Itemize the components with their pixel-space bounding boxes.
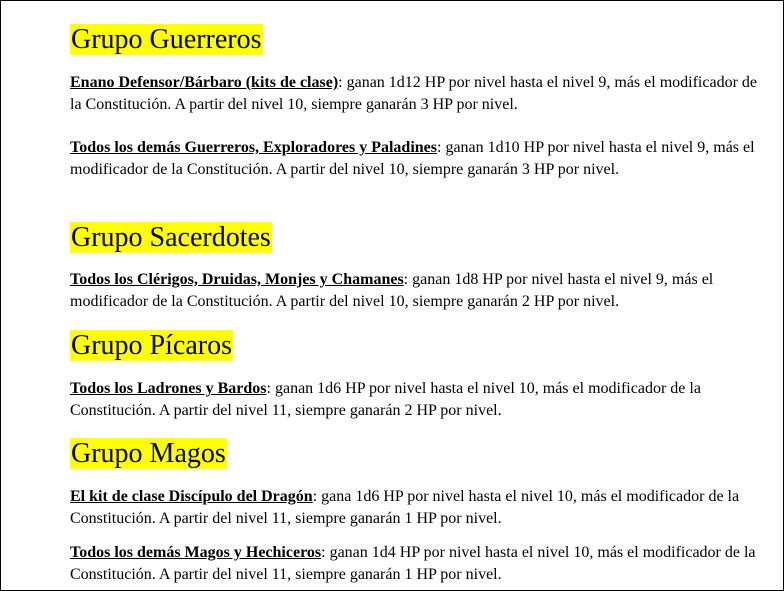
heading-grupo-picaros bbox=[70, 329, 233, 363]
paragraph-clerigos bbox=[70, 269, 760, 313]
paragraph-discipulo-dragon bbox=[70, 486, 760, 530]
heading-text: Grupo Sacerdotes bbox=[71, 222, 271, 253]
paragraph-text: : ganan 1d4 HP por nivel hasta el nivel 10, más el modificador de la Constitución. A partir del nivel 11, siempre ganarán 1 HP por nivel. bbox=[70, 544, 756, 583]
paragraph-demas-guerreros bbox=[70, 137, 760, 181]
heading-text: Grupo Pícaros bbox=[71, 330, 232, 361]
paragraph-term: Enano Defensor/Bárbaro (kits de clase) bbox=[70, 74, 339, 91]
heading-grupo-magos bbox=[70, 437, 227, 471]
paragraph-text: : ganan 1d6 HP por nivel hasta el nivel 10, más el modificador de la Constitución. A partir del nivel 11, siempre ganarán 2 HP por nivel. bbox=[70, 380, 701, 419]
paragraph-term: Todos los demás Magos y Hechiceros bbox=[70, 544, 322, 561]
heading-text: Grupo Guerreros bbox=[71, 24, 262, 55]
heading-text: Grupo Magos bbox=[71, 438, 226, 469]
paragraph-term: Todos los demás Guerreros, Exploradores y Paladines bbox=[70, 139, 437, 156]
paragraph-term: El kit de clase Discípulo del Dragón bbox=[70, 488, 313, 505]
heading-grupo-sacerdotes bbox=[70, 221, 272, 255]
paragraph-magos-hechiceros bbox=[70, 542, 760, 586]
paragraph-term: Todos los Ladrones y Bardos bbox=[70, 380, 267, 397]
paragraph-text: : ganan 1d10 HP por nivel hasta el nivel 9, más el modificador de la Constitución. A partir del nivel 10, siempre ganarán 3 HP por nivel. bbox=[70, 139, 755, 178]
paragraph-text: : gana 1d6 HP por nivel hasta el nivel 10, más el modificador de la Constitución. A partir del nivel 11, siempre ganarán 1 HP por nivel. bbox=[70, 488, 740, 527]
heading-grupo-guerreros bbox=[70, 23, 263, 57]
paragraph-ladrones-bardos bbox=[70, 378, 760, 422]
paragraph-term: Todos los Clérigos, Druidas, Monjes y Chamanes bbox=[70, 271, 404, 288]
paragraph-text: : ganan 1d8 HP por nivel hasta el nivel 9, más el modificador de la Constitución. A partir del nivel 10, siempre ganarán 2 HP por nivel. bbox=[70, 271, 714, 310]
paragraph-text: : ganan 1d12 HP por nivel hasta el nivel 9, más el modificador de la Constitución. A partir del nivel 10, siempre ganarán 3 HP por nivel. bbox=[70, 74, 757, 113]
paragraph-enano-defensor bbox=[70, 72, 760, 116]
